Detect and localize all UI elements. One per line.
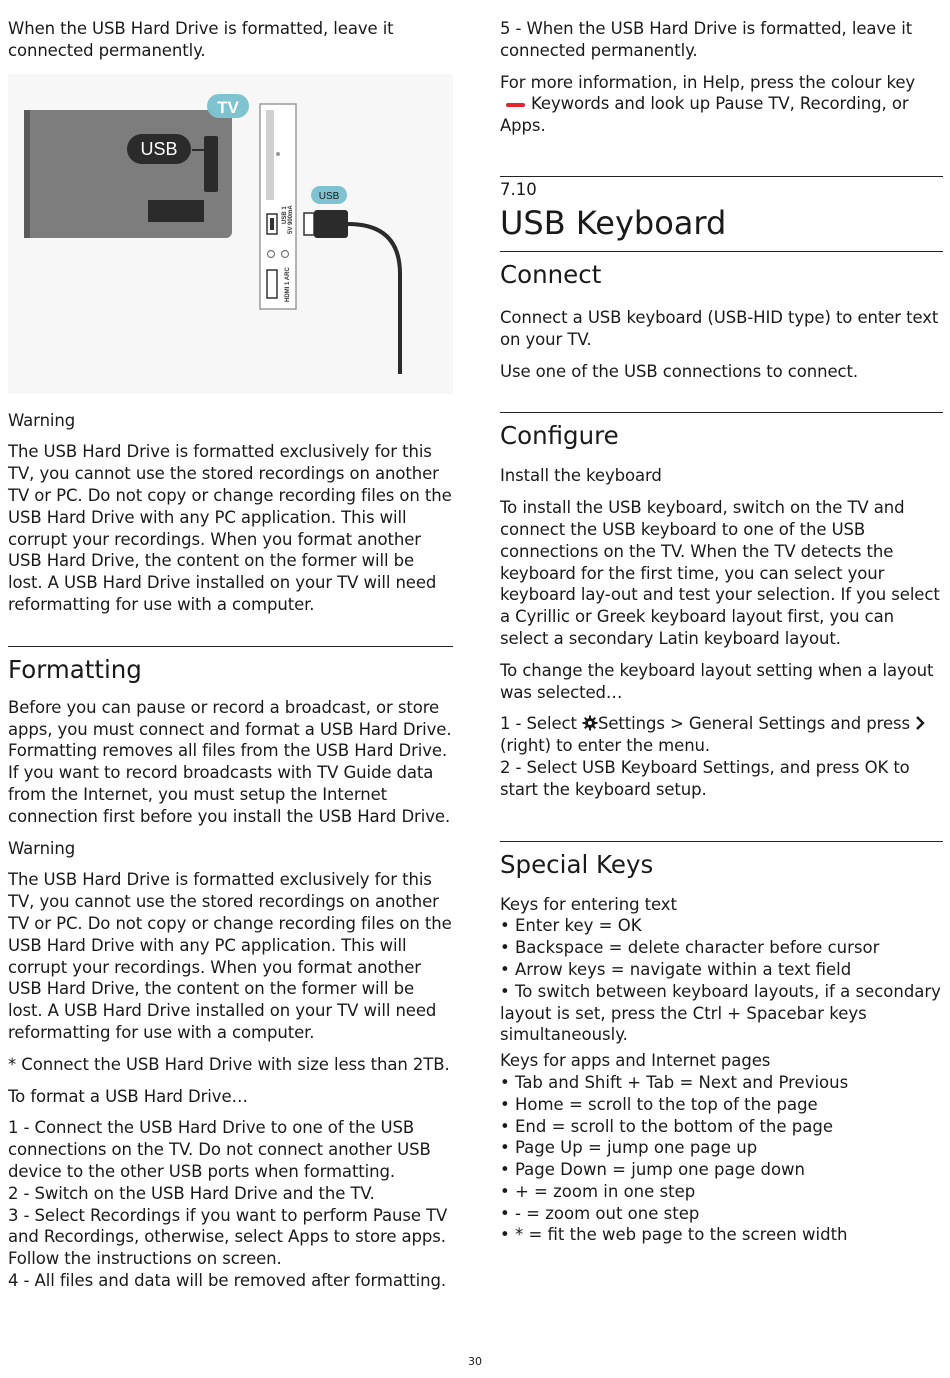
tv-badge-text: TV	[217, 97, 239, 117]
list-item: • * = fit the web page to the screen width	[500, 1225, 848, 1245]
format-step-3: 3 - Select Recordings if you want to perform Pause TV and Recordings, otherwise, select Apps to store apps. Follow the instructions on screen.	[8, 1205, 448, 1269]
list-item: • - = zoom out one step	[500, 1203, 700, 1223]
red-key-icon	[506, 103, 525, 107]
install-keyboard-title: Install the keyboard	[500, 466, 662, 486]
chapter-title: USB Keyboard	[500, 203, 727, 242]
keyword-usb-keyboard-settings: USB Keyboard Settings	[582, 757, 770, 777]
list-item: • End = scroll to the bottom of the page	[500, 1116, 833, 1136]
use-usb-text: Use one of the USB connections to connect.	[500, 361, 859, 381]
connect-text: Connect a USB keyboard (USB-HID type) to enter text on your TV.	[500, 307, 939, 349]
connect-heading: Connect	[500, 259, 602, 289]
section-divider	[8, 646, 453, 647]
formatting-text: Before you can pause or record a broadcast, or store apps, you must connect and format a USB Hard Drive. Formatting removes all files from the USB Hard Drive. If you want to record broadcasts with TV Guide data from the Internet, you must setup the Internet connection first before you install the USB Hard Drive.	[8, 697, 452, 826]
right-column	[500, 18, 943, 1246]
app-keys-list	[500, 1072, 943, 1246]
keyword-ok: OK	[864, 757, 889, 777]
to-format-text: To format a USB Hard Drive…	[8, 1086, 248, 1106]
special-keys-heading: Special Keys	[500, 849, 654, 879]
keyword-keywords: Keywords	[531, 94, 610, 114]
text-keys-title: Keys for entering text	[500, 894, 677, 914]
change-layout-text: To change the keyboard layout setting when a layout was selected…	[500, 660, 934, 702]
intro-text: When the USB Hard Drive is formatted, leave it connected permanently.	[8, 19, 394, 60]
warning-2-text: The USB Hard Drive is formatted exclusively for this TV, you cannot use the stored recordings on another TV or PC. Do not copy or change recording files on the USB Hard Drive with any PC application. This will corrupt your recordings. When you format another USB Hard Drive, the content on the former will be lost. A USB Hard Drive installed on your TV will need reformatting for use with a computer.	[8, 870, 452, 1042]
warning-2-title: Warning	[8, 838, 76, 858]
list-item: • Page Down = jump one page down	[500, 1160, 805, 1180]
usb-label-text: USB	[140, 138, 178, 159]
keyword-usb: USB	[624, 361, 658, 381]
list-item: • Page Up = jump one page up	[500, 1138, 758, 1158]
list-item: • Tab and Shift + Tab = Next and Previous	[500, 1072, 849, 1092]
install-keyboard-text: To install the USB keyboard, switch on the TV and connect the USB keyboard to one of the USB connections on the TV. When the TV detects the keyboard for the first time, you can select your keyboard lay-out and test your selection. If you select a Cyrillic or Greek keyboard layout first, you can select a secondary Latin keyboard layout.	[500, 498, 940, 648]
plug-usb-badge-text: USB	[318, 190, 340, 202]
port-label-2: 5V 900mA	[288, 204, 294, 234]
configure-heading: Configure	[500, 421, 619, 451]
special-keys-divider	[500, 841, 943, 842]
keyword-general-settings: General Settings	[688, 714, 826, 734]
left-column	[8, 18, 453, 1292]
format-step-4: 4 - All files and data will be removed after formatting.	[8, 1270, 447, 1290]
format-step-2: 2 - Switch on the USB Hard Drive and the TV.	[8, 1183, 375, 1203]
app-keys-title: Keys for apps and Internet pages	[500, 1051, 771, 1071]
list-item: • Arrow keys = navigate within a text field	[500, 959, 852, 979]
keyword-recording: Recording	[799, 94, 882, 114]
tv-slot	[148, 200, 204, 222]
keyword-settings: Settings	[598, 714, 665, 734]
keyword-recordings: Recordings	[90, 1205, 181, 1225]
more-info-text: For more information, in Help, press the colour key Keywords and look up Pause TV, Recording, or Apps.	[500, 72, 916, 136]
usb-plug-body	[314, 210, 348, 238]
usb-plug-tip	[304, 213, 314, 235]
configure-step-2: 2 - Select USB Keyboard Settings, and press OK to start the keyboard setup.	[500, 757, 910, 799]
format-step-1: 1 - Connect the USB Hard Drive to one of the USB connections on the TV. Do not connect another USB device to the other USB ports when formatting.	[8, 1118, 431, 1181]
keyword-help: Help	[702, 72, 740, 92]
warning-1-text: The USB Hard Drive is formatted exclusively for this TV, you cannot use the stored recordings on another TV or PC. Do not copy or change recording files on the USB Hard Drive with any PC application. This will corrupt your recordings. When you format another USB Hard Drive, the content on the former will be lost. A USB Hard Drive installed on your TV will need reformatting for use with a computer.	[8, 442, 452, 614]
keyword-apps: Apps	[500, 116, 541, 136]
chapter-divider-bottom	[500, 251, 943, 252]
page-number: 30	[468, 1355, 482, 1368]
port-label-3: HDMI 1 ARC	[285, 266, 291, 302]
keyword-apps: Apps	[288, 1227, 329, 1247]
port-label-1: USB 1	[282, 205, 288, 224]
usb-drive-stick	[204, 136, 218, 192]
usb-connection-illustration	[8, 74, 453, 394]
keyword-usb: USB	[831, 519, 866, 539]
chapter-number: 7.10	[500, 179, 537, 199]
list-item: • + = zoom in one step	[500, 1181, 696, 1201]
list-item: • To switch between keyboard layouts, if a secondary layout is set, press the Ctrl + Spacebar keys simultaneously.	[500, 981, 941, 1045]
keyword-usb: USB	[380, 1118, 415, 1138]
chevron-right-icon	[915, 716, 925, 730]
gear-icon	[582, 715, 598, 731]
configure-step-1: 1 - Select Settings > General Settings and press (right) to enter the menu.	[500, 713, 943, 757]
hdmi-port	[267, 270, 277, 298]
formatting-heading: Formatting	[8, 654, 142, 684]
keyword-pause-tv: Pause TV	[715, 94, 790, 114]
usb-connection-figure	[8, 74, 453, 394]
list-item: • Backspace = delete character before cursor	[500, 938, 880, 958]
panel-slot	[266, 110, 274, 200]
configure-divider	[500, 412, 943, 413]
format-step-5: 5 - When the USB Hard Drive is formatted, leave it connected permanently.	[500, 19, 913, 60]
chapter-divider-top	[500, 176, 943, 177]
list-item: • Enter key = OK	[500, 916, 642, 936]
list-item: • Home = scroll to the top of the page	[500, 1094, 818, 1114]
text-keys-list	[500, 915, 943, 1046]
warning-1-title: Warning	[8, 410, 76, 430]
size-note: * Connect the USB Hard Drive with size less than 2TB.	[8, 1054, 450, 1074]
keyword-ctrl-spacebar: Ctrl + Spacebar	[692, 1003, 824, 1023]
tv-edge	[24, 110, 30, 238]
